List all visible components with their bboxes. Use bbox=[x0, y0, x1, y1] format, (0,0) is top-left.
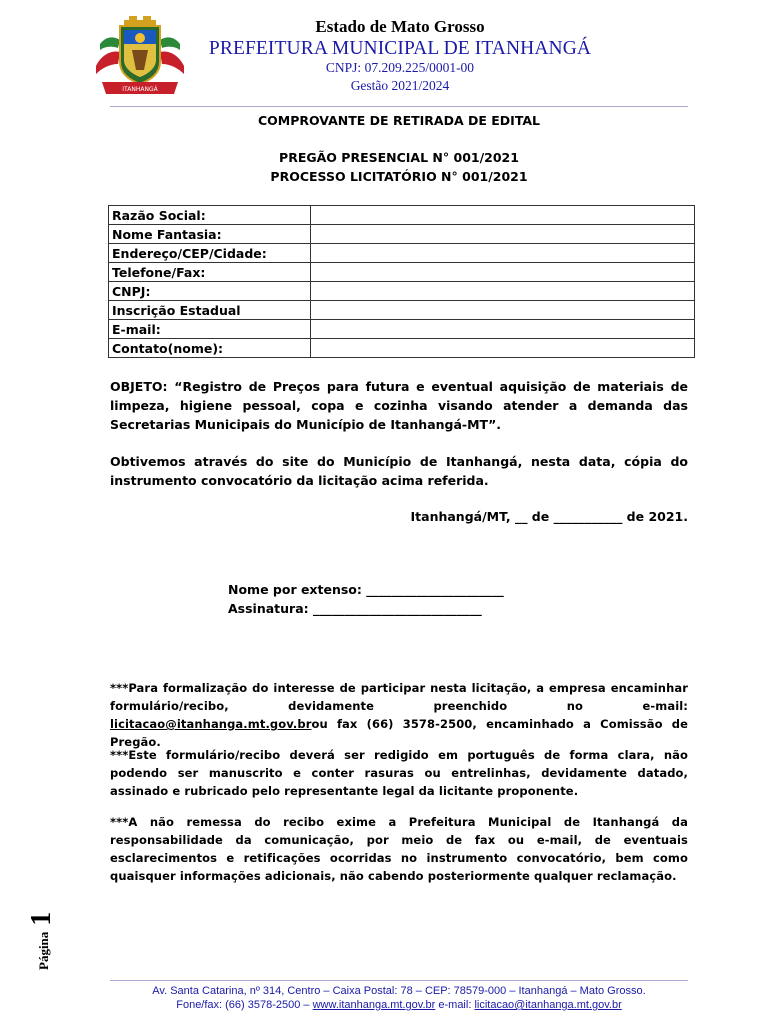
form-label: Razão Social: bbox=[109, 206, 311, 225]
form-row bbox=[109, 320, 695, 339]
company-form-table bbox=[108, 205, 695, 358]
obtivemos-paragraph: Obtivemos através do site do Município de Itanhangá, nesta data, cópia do instrumento convocatório da licitação acima referida. bbox=[110, 454, 688, 488]
coat-of-arms-icon bbox=[92, 14, 188, 98]
form-value-field[interactable] bbox=[311, 225, 695, 244]
licitacao-email-link[interactable]: licitacao@itanhanga.mt.gov.br bbox=[110, 717, 312, 731]
pregao-number: PREGÃO PRESENCIAL N° 001/2021 bbox=[279, 150, 519, 165]
form-row bbox=[109, 301, 695, 320]
form-label: Telefone/Fax: bbox=[109, 263, 311, 282]
svg-text:ITANHANGÁ: ITANHANGÁ bbox=[122, 86, 158, 93]
form-value-field[interactable] bbox=[311, 206, 695, 225]
form-label: Inscrição Estadual bbox=[109, 301, 311, 320]
footer-contact bbox=[110, 999, 688, 1011]
note-formalizacao bbox=[110, 679, 688, 751]
footer-email-label: e-mail: bbox=[435, 999, 475, 1011]
form-value-field[interactable] bbox=[311, 263, 695, 282]
form-value-field[interactable] bbox=[311, 282, 695, 301]
footer-email-link[interactable]: licitacao@itanhanga.mt.gov.br bbox=[474, 999, 622, 1011]
date-line: Itanhangá/MT, __ de ___________ de 2021. bbox=[410, 509, 688, 524]
processo-number: PROCESSO LICITATÓRIO N° 001/2021 bbox=[270, 169, 528, 184]
objeto-paragraph: OBJETO: “Registro de Preços para futura e eventual aquisição de materiais de limpeza, higiene pessoal, copa e cozinha visando atender a demanda das Secretarias Municipais do Município de Itanhangá-MT”. bbox=[110, 379, 688, 432]
form-value-field[interactable] bbox=[311, 339, 695, 358]
form-label: E-mail: bbox=[109, 320, 311, 339]
form-row bbox=[109, 244, 695, 263]
form-label: Endereço/CEP/Cidade: bbox=[109, 244, 311, 263]
assinatura-line: Assinatura: ___________________________ bbox=[228, 601, 482, 616]
nome-extenso-line: Nome por extenso: ______________________ bbox=[228, 582, 504, 597]
form-row bbox=[109, 339, 695, 358]
form-row bbox=[109, 282, 695, 301]
header-cnpj: CNPJ: 07.209.225/0001-00 bbox=[325, 60, 475, 75]
form-label: CNPJ: bbox=[109, 282, 311, 301]
form-value-field[interactable] bbox=[311, 244, 695, 263]
form-value-field[interactable] bbox=[311, 301, 695, 320]
footer-phone: Fone/fax: (66) 3578-2500 – bbox=[176, 999, 313, 1011]
header-divider bbox=[110, 106, 688, 107]
footer-divider bbox=[110, 980, 688, 981]
footer-site-link[interactable]: www.itanhanga.mt.gov.br bbox=[312, 999, 436, 1011]
note1-text-end: ou fax (66) 3578-2500, encaminhado a Comissão de Pregão. bbox=[110, 717, 688, 749]
header-state: Estado de Mato Grosso bbox=[315, 17, 485, 36]
header-gestao: Gestão 2021/2024 bbox=[350, 78, 450, 93]
page-number bbox=[26, 912, 58, 970]
form-row bbox=[109, 263, 695, 282]
note-redacao: ***Este formulário/recibo deverá ser redigido em português de forma clara, não podendo ser manuscrito e conter rasuras ou entrelinhas, devidamente datado, assinado e rubricado pelo representante legal da licitante proponente. bbox=[110, 748, 688, 798]
form-row bbox=[109, 225, 695, 244]
document-title: COMPROVANTE DE RETIRADA DE EDITAL bbox=[257, 113, 541, 128]
note1-text: ***Para formalização do interesse de participar nesta licitação, a empresa encaminhar formulário/recibo, devidamente preenchido no e-mail: bbox=[110, 681, 688, 713]
form-label: Contato(nome): bbox=[109, 339, 311, 358]
header-prefeitura: PREFEITURA MUNICIPAL DE ITANHANGÁ bbox=[208, 38, 592, 59]
form-row bbox=[109, 206, 695, 225]
page-label: Página bbox=[36, 931, 51, 970]
note-remessa: ***A não remessa do recibo exime a Prefeitura Municipal de Itanhangá da responsabilidade da comunicação, por meio de fax ou e-mail, de eventuais esclarecimentos e retificações ocorridas no instrumento convocatório, bem como quaisquer informações adicionais, não cabendo posteriormente qualquer reclamação. bbox=[110, 815, 688, 883]
page-number-value: 1 bbox=[26, 911, 57, 926]
form-value-field[interactable] bbox=[311, 320, 695, 339]
form-label: Nome Fantasia: bbox=[109, 225, 311, 244]
footer-address: Av. Santa Catarina, nº 314, Centro – Caixa Postal: 78 – CEP: 78579-000 – Itanhangá – Mato Grosso. bbox=[152, 985, 646, 997]
